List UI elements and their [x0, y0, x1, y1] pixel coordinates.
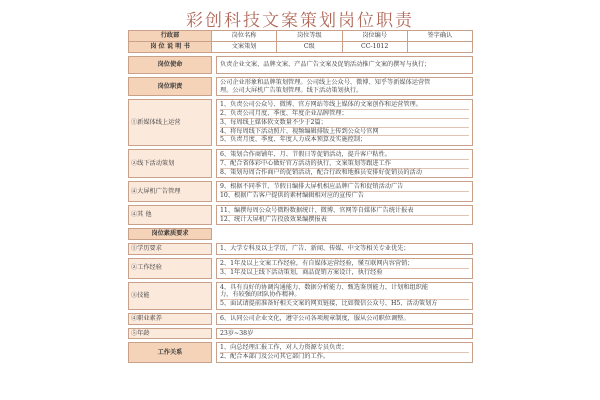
section-education — [128, 243, 473, 255]
duties-line: 理。公司大屏机广告策划管理。线下活动策划执行。 — [220, 86, 363, 94]
offline-label: ②线下活动策划 — [128, 149, 212, 178]
value-position-name: 文案策划 — [212, 42, 277, 52]
header-row-1 — [128, 30, 473, 42]
relations-line: 2、配合本部门及公司其它部门的工作。 — [220, 353, 330, 360]
offline-line: 8、策划每周合作商户的促销活动，配合行政和地推员安排好促销员的活动 — [220, 168, 422, 176]
section-other — [128, 205, 473, 226]
new-media-line: 4、将每周线下活动照片、视频编辑排版上传到公众号官网 — [220, 128, 469, 137]
experience-line: 3、1年及以上线下活动策划，商品促销方案设计，执行经验 — [220, 268, 383, 276]
duties-label: 岗位职责 — [128, 77, 212, 97]
col-position-level: 岗位等级 — [277, 31, 342, 41]
col-position-name: 岗位名称 — [212, 31, 277, 41]
mission-text: 负责企业文案、品牌文案、产品广告文案及促销活动推广文案的撰写与执行； — [220, 61, 431, 68]
age-text: 23岁~38岁 — [220, 329, 254, 337]
screen-ads-label: ④大屏机广告管理 — [128, 181, 212, 202]
dept-label: 行政部 — [129, 31, 212, 41]
section-new-media — [128, 99, 473, 146]
screen-ads-line: 9、根据不同季节、节假日编排大屏机相应品牌广告和促销活动广告 — [220, 183, 469, 192]
other-line: 11、编撰每周公众号微粉数据统计、微博、官网等自媒体广告统计报表 — [220, 207, 469, 216]
duties-line: 公司企业形象和品牌策划管理。公司线上公众号、微博、知乎等新媒体运营管 — [220, 78, 431, 86]
new-media-line: 3、每周线上媒体软文数量不少于2篇； — [220, 119, 469, 128]
section-skills — [128, 282, 473, 310]
new-media-label: ①新媒体线上运营 — [128, 99, 212, 146]
other-line: 12、统计大屏机广告投放效果编撰报表 — [220, 215, 327, 223]
section-duties — [128, 77, 473, 97]
education-label: ①学历要求 — [128, 243, 212, 255]
skills-line: 5、面试请提前准备好相关文案的网页链接，比如微信公众号、H5、活动策划方 — [220, 300, 438, 307]
section-offline — [128, 149, 473, 178]
section-relations — [128, 342, 473, 363]
section-qualities — [128, 313, 473, 325]
skills-line: 4、具有良好的协调沟通能力、数据分析能力、甄选鉴别能力、计划和组织能 — [220, 283, 429, 291]
value-signature — [408, 42, 472, 52]
new-media-line: 1、负责公司公众号、微博、官方网站等线上媒体的文案创作和运营管理。 — [220, 101, 469, 110]
section-experience — [128, 258, 473, 279]
job-description-sheet — [128, 30, 473, 398]
value-position-code: CC-1012 — [343, 42, 408, 52]
skills-line: 力，有较强的团队协作精神。 — [220, 291, 469, 300]
other-label: ④其 他 — [128, 205, 212, 226]
offline-line: 7、配合省体彩中心做好官方活动的执行，文案策划等跟进工作 — [220, 160, 469, 169]
age-label: ⑤年龄 — [128, 328, 212, 340]
new-media-line: 2、负责公司月度、季度、年度企业品牌管理； — [220, 110, 469, 119]
value-position-level: C级 — [277, 42, 342, 52]
section-age — [128, 328, 473, 340]
offline-line: 6、策划合作商铺年、月、节假日等促销活动，提升客户粘性。 — [220, 151, 469, 160]
col-signature: 签字确认 — [427, 32, 453, 40]
skills-label: ③技能 — [128, 282, 212, 310]
relations-label: 工作关系 — [128, 342, 212, 363]
requirements-label: 岗位素质要求 — [128, 228, 212, 240]
experience-line: 2、1年及以上文案工作经验，有自媒体运营经验，懂互联网内容营销； — [220, 260, 469, 269]
page-title: 彩创科技文案策划岗位职责 — [186, 11, 414, 31]
screen-ads-line: 10、根据广告客户提供的素材编辑相对应的宣传广告 — [220, 192, 364, 199]
experience-label: ②工作经验 — [128, 258, 212, 279]
desc-label: 岗 位 说 明 书 — [129, 42, 212, 52]
education-text: 1、大学专科及以上学历，广告、新闻、传媒、中文等相关专业优先； — [220, 245, 410, 253]
header-row-2 — [128, 42, 473, 53]
col-position-code: 岗位编号 — [343, 31, 408, 41]
new-media-line: 5、负责月度、季度、年度人力成本预算及实施控制； — [220, 136, 367, 144]
section-mission — [128, 56, 473, 74]
qualities-label: ④职业素养 — [128, 313, 212, 325]
qualities-text: 6、认同公司企业文化，遵守公司各项规章制度，服从公司职位调整。 — [220, 314, 410, 322]
section-screen-ads — [128, 181, 473, 202]
mission-label: 岗位使命 — [128, 56, 212, 74]
relations-line: 1、向总经理汇报工作，对人力资源专员负责； — [220, 344, 469, 353]
section-requirements — [128, 228, 473, 240]
